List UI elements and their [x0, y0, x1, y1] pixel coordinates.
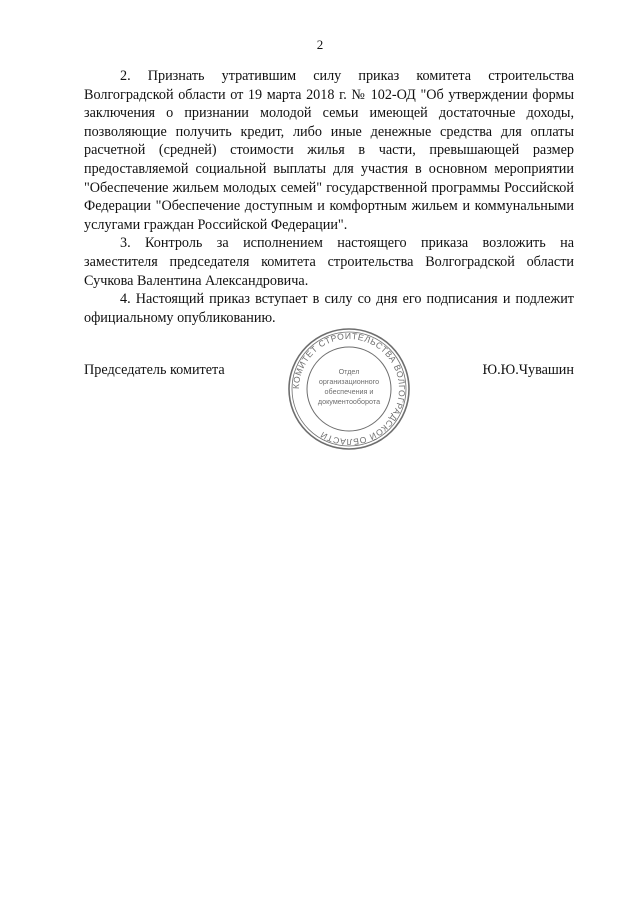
paragraph-2: 2. Признать утратившим силу приказ комитета строительства Волгоградской области от 19 марта 2018 г. № 102-ОД "Об утверждении формы заключения о признании молодой семьи имеющей достаточные доходы, позволяющие получить кредит, либо иные денежные средства для оплаты расчетной (средней) стоимости жилья в части, превышающей размер предоставляемой социальной выплаты для участия в основном мероприятии "Обеспечение жильем молодых семей" государственной программы Российской Федерации "Обеспечение доступным и комфортным жильем и коммунальными услугами граждан Российской Федерации". [84, 68, 574, 233]
stamp-outer-text: КОМИТЕТ СТРОИТЕЛЬСТВА ВОЛГОГРАДСКОЙ ОБЛАСТИ [290, 330, 408, 448]
page-number: 2 [316, 37, 324, 52]
signatory-title: Председатель комитета [84, 362, 225, 378]
stamp-inner-line: Отдел [338, 367, 360, 376]
stamp-inner-line: обеспечения и [324, 387, 374, 396]
official-seal-stamp [286, 326, 412, 452]
stamp-inner-line: документооборота [317, 397, 381, 406]
paragraph-3: 3. Контроль за исполнением настоящего приказа возложить на заместителя председателя комитета строительства Волгоградской области Сучкова Валентина Александровича. [84, 235, 574, 289]
stamp-inner-line: организационного [318, 377, 380, 386]
document-body [84, 67, 574, 327]
signatory-name: Ю.Ю.Чувашин [482, 362, 574, 378]
paragraph-4: 4. Настоящий приказ вступает в силу со дня его подписания и подлежит официальному опубликованию. [84, 291, 574, 326]
